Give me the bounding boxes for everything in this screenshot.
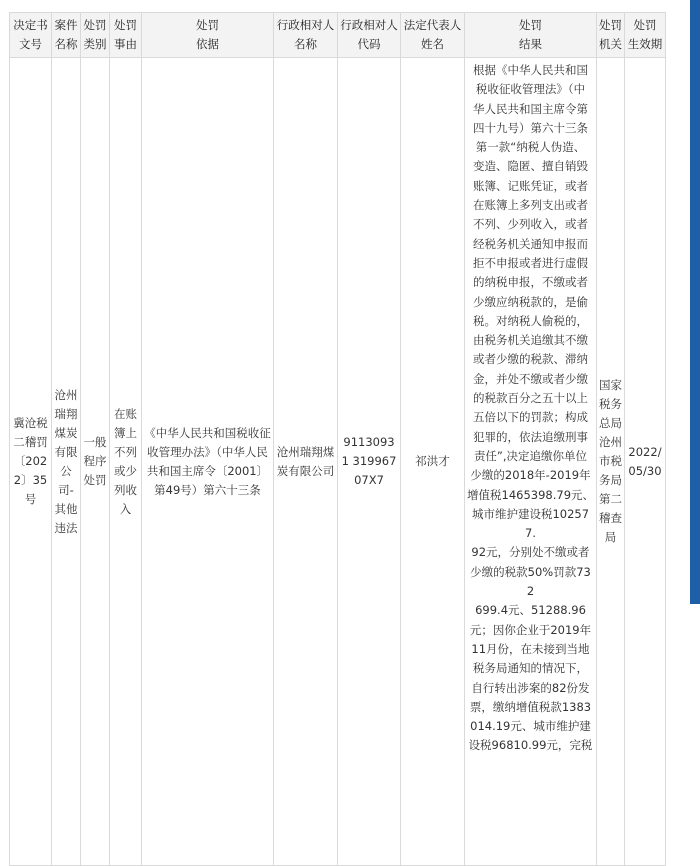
penalty-authority: 国家税务总局沧州市税务局第二稽查局	[597, 58, 625, 866]
result-line: 少缴的2018年-2019年	[470, 468, 591, 483]
penalty-basis: 《中华人民共和国税收征收管理办法》（中华人民共和国主席令〔2001〕第49号）第六十三条	[142, 58, 274, 866]
result-line: 金，并处不缴或者少缴	[473, 371, 588, 386]
page-scrollbar-edge	[690, 0, 700, 604]
column-header-line: 姓名	[421, 37, 444, 51]
result-line: 第一款“纳税人伪造、	[475, 140, 586, 155]
result-line: 经税务机关通知申报而	[473, 236, 588, 251]
column-header-line: 事由	[114, 37, 137, 51]
result-line: 11月份，在未接到当地	[471, 641, 590, 656]
legal-representative: 祁洪才	[401, 58, 465, 866]
table-row	[10, 58, 666, 866]
party-name: 沧州瑞翔煤炭有限公司	[274, 58, 338, 866]
column-header-line: 处罚	[599, 18, 622, 32]
column-header	[81, 13, 110, 58]
result-line: 不列、少列收入，或者	[473, 217, 588, 232]
column-header-line: 处罚	[519, 18, 542, 32]
column-header-line: 处罚	[196, 18, 219, 32]
column-header	[338, 13, 401, 58]
penalty-result	[465, 58, 597, 866]
column-header-line: 代码	[357, 37, 381, 51]
column-header	[142, 13, 274, 58]
column-header-line: 行政相对人	[340, 18, 398, 32]
column-header-line: 依据	[196, 37, 219, 51]
column-header	[597, 13, 625, 58]
penalty-table	[9, 12, 666, 866]
case-name: 沧州瑞翔煤炭有限公司-其他违法	[52, 58, 81, 866]
column-header	[10, 13, 52, 58]
result-line: 的纳税申报，不缴或者	[473, 275, 588, 290]
result-line: 犯罪的，依法追缴刑事	[473, 429, 588, 444]
column-header	[625, 13, 666, 58]
result-line: 的税款百分之五十以上	[473, 391, 588, 406]
result-line: 增值税1465398.79元、	[467, 487, 595, 502]
result-line: 在账簿上多列支出或者	[473, 198, 588, 213]
column-header-line: 名称	[294, 37, 317, 51]
party-code: 91130931 31996707X7	[338, 58, 401, 866]
column-header-line: 类别	[83, 37, 107, 51]
result-line: 自行转出涉案的82份发	[471, 680, 590, 695]
result-line: 票，缴纳增值税款1383	[469, 699, 592, 714]
result-line: 账簿、记账凭证，或者	[473, 178, 588, 193]
result-line: 变造、隐匿、擅自销毁	[473, 159, 588, 174]
column-header-line: 结果	[519, 37, 542, 51]
column-header-line: 决定书	[13, 18, 48, 32]
effective-date: 2022/05/30	[625, 58, 666, 866]
column-header-line: 案件	[54, 18, 78, 32]
header-row	[10, 13, 666, 58]
result-line: 元；因你企业于2019年	[469, 622, 592, 637]
column-header-line: 处罚	[633, 18, 657, 32]
column-header	[110, 13, 142, 58]
result-line: 根据《中华人民共和国	[473, 63, 588, 77]
result-line: 税。对纳税人偷税的，	[473, 313, 588, 328]
column-header-line: 机关	[599, 37, 622, 51]
column-header-line: 处罚	[114, 18, 137, 32]
result-line: 或者少缴的税款、滞纳	[473, 352, 588, 367]
column-header	[465, 13, 597, 58]
result-line: 014.19元、城市维护建	[470, 719, 591, 734]
doc-number: 冀沧税二稽罚〔2022〕35号	[10, 58, 52, 866]
column-header	[401, 13, 465, 58]
penalty-category: 一般程序处罚	[81, 58, 110, 866]
column-header	[274, 13, 338, 58]
column-header-line: 生效期	[627, 37, 663, 51]
column-header-line: 处罚	[83, 18, 107, 32]
result-line: 拒不申报或者进行虚假	[473, 255, 588, 270]
result-line: 699.4元、51288.96	[475, 603, 586, 618]
result-line: 92元，分别处不缴或者	[471, 545, 590, 560]
column-header-line: 行政相对人	[276, 18, 335, 32]
result-line: 华人民共和国主席令第	[473, 101, 588, 116]
column-header-line: 名称	[54, 37, 78, 51]
result-line: 税收征收管理法》（中	[475, 82, 586, 97]
result-line: 少缴的税款50%罚款732	[470, 564, 591, 599]
result-line: 责任”,决定追缴你单位	[473, 448, 588, 463]
result-line: 设税96810.99元，完税	[468, 738, 593, 753]
penalty-reason: 在账簿上不列或少列收入	[110, 58, 142, 866]
result-line: 由税务机关追缴其不缴	[473, 333, 588, 348]
result-line: 城市维护建设税102577.	[471, 506, 590, 541]
result-line: 五倍以下的罚款；构成	[473, 410, 588, 425]
result-line: 四十九号）第六十三条	[473, 120, 588, 135]
column-header-line: 法定代表人	[403, 18, 462, 32]
column-header	[52, 13, 81, 58]
result-line: 税务局通知的情况下，	[473, 661, 588, 676]
result-line: 少缴应纳税款的，是偷	[473, 294, 588, 309]
column-header-line: 文号	[19, 37, 42, 51]
